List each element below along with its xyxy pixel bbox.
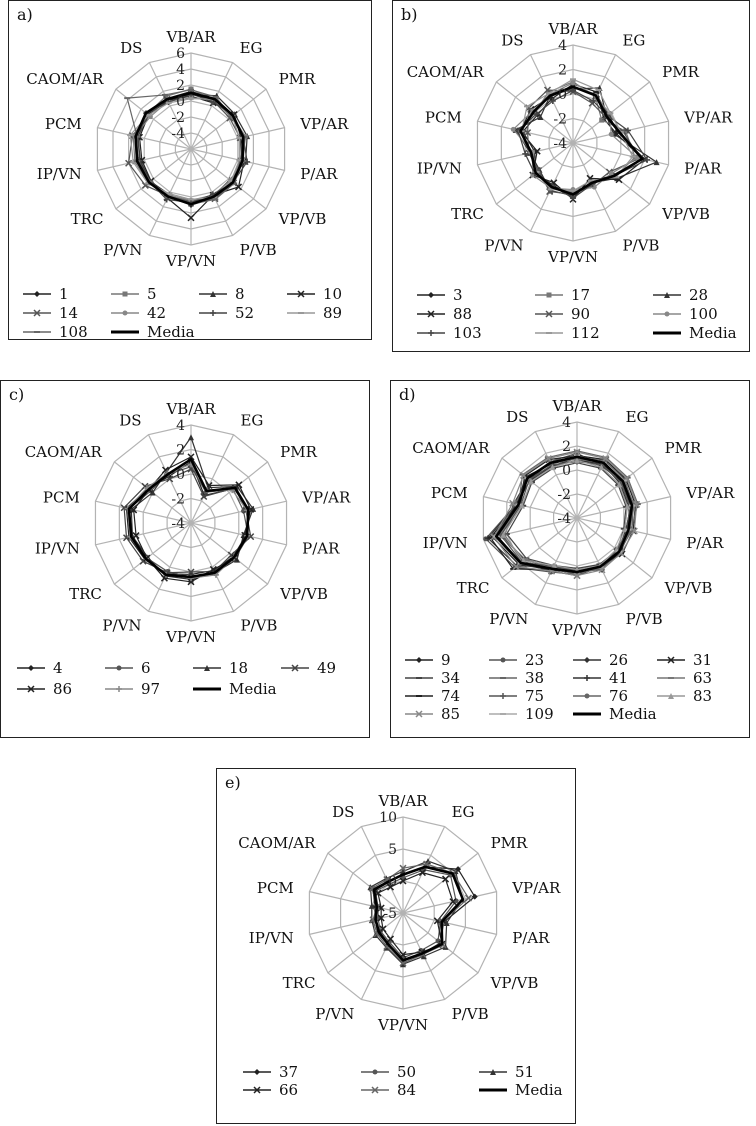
- legend-swatch: [415, 290, 447, 300]
- axis-label: TRC: [451, 205, 484, 224]
- axis-label: VP/VB: [662, 205, 710, 224]
- legend-label: 5: [147, 285, 157, 303]
- axis-label: IP/VN: [416, 159, 462, 178]
- axis-label: PCM: [44, 115, 82, 134]
- legend-label: 23: [525, 651, 545, 669]
- legend-item: [15, 659, 63, 677]
- legend-swatch: [103, 663, 135, 673]
- legend-swatch: [197, 289, 229, 299]
- legend-swatch: [279, 663, 311, 673]
- tick-label: -5: [383, 906, 397, 922]
- legend-swatch: [403, 709, 435, 719]
- legend-item: [403, 705, 460, 723]
- legend-marker: [117, 666, 122, 671]
- tick-label: 6: [176, 46, 185, 62]
- grid-spoke: [191, 149, 233, 235]
- legend-item: [571, 669, 628, 687]
- legend-label: 37: [279, 1063, 299, 1081]
- panel-b: [392, 0, 750, 352]
- tick-label: -2: [557, 487, 571, 503]
- axis-label: TRC: [70, 209, 104, 228]
- legend-swatch: [21, 289, 53, 299]
- legend-swatch: [571, 709, 603, 719]
- legend-item: [655, 651, 712, 669]
- grid-spoke: [191, 523, 234, 611]
- legend-item: [571, 705, 657, 723]
- axis-label: VP/AR: [684, 108, 733, 127]
- axis-label: CAOM/AR: [26, 70, 104, 89]
- tick-label: 4: [176, 62, 185, 78]
- legend-swatch: [487, 691, 519, 701]
- legend-marker: [123, 311, 128, 316]
- axis-label: IP/VN: [248, 928, 294, 947]
- legend-marker: [665, 312, 670, 317]
- legend-label: 4: [53, 659, 63, 677]
- axis-label: P/AR: [302, 539, 340, 558]
- axis-label: VP/VN: [548, 248, 598, 266]
- legend-swatch: [285, 289, 317, 299]
- tick-label: -2: [553, 111, 567, 128]
- legend-label: 84: [397, 1081, 417, 1099]
- axis-label: EG: [239, 39, 263, 58]
- axis-label: IP/VN: [34, 539, 80, 558]
- axis-label: EG: [622, 31, 646, 50]
- axis-label: P/AR: [686, 533, 724, 552]
- tick-label: -2: [171, 110, 185, 126]
- legend-marker: [585, 694, 590, 699]
- legend-item: [651, 286, 708, 304]
- legend-item: [103, 659, 151, 677]
- legend-marker: [584, 657, 590, 663]
- legend-item: [241, 1063, 298, 1081]
- legend-label: Media: [229, 680, 277, 698]
- axis-label: DS: [506, 408, 529, 427]
- panel-label: b): [401, 5, 418, 24]
- legend-swatch: [109, 289, 141, 299]
- legend-label: 103: [453, 324, 482, 342]
- legend-swatch: [655, 673, 687, 683]
- legend-item: [285, 285, 342, 303]
- axis-label: P/VB: [240, 616, 278, 635]
- legend-swatch: [415, 328, 447, 338]
- tick-label: -4: [171, 516, 185, 532]
- axis-label: VB/AR: [552, 397, 602, 415]
- legend-item: [21, 323, 88, 341]
- legend-item: [109, 285, 157, 303]
- legend-item: [109, 323, 195, 341]
- tick-label: 5: [388, 842, 397, 858]
- axis-label: P/VB: [622, 236, 660, 255]
- legend-label: 31: [693, 651, 713, 669]
- legend-label: 100: [689, 305, 718, 323]
- axis-label: EG: [451, 803, 475, 822]
- tick-label: 2: [558, 62, 567, 79]
- legend-item: [571, 651, 628, 669]
- legend-label: Media: [609, 705, 657, 723]
- legend-item: [197, 304, 254, 322]
- legend-label: 34: [441, 669, 461, 687]
- legend-swatch: [403, 673, 435, 683]
- legend-item: [415, 286, 463, 304]
- legend-label: 41: [609, 669, 629, 687]
- legend-marker: [547, 293, 552, 298]
- legend-label: 1: [59, 285, 69, 303]
- tick-label: 0: [176, 467, 185, 483]
- legend-item: [359, 1063, 416, 1081]
- legend-item: [21, 285, 69, 303]
- axis-label: VB/AR: [166, 28, 216, 46]
- legend-label: 42: [147, 304, 167, 322]
- tick-label: 4: [558, 38, 567, 54]
- tick-label: 2: [176, 442, 185, 459]
- legend-item: [487, 687, 544, 705]
- grid-spoke: [149, 149, 191, 235]
- axis-label: VP/AR: [300, 115, 349, 134]
- legend-label: 18: [229, 659, 249, 677]
- axis-label: VP/AR: [686, 484, 735, 503]
- tick-label: -2: [171, 491, 185, 508]
- legend-swatch: [191, 684, 223, 694]
- legend-swatch: [651, 290, 683, 300]
- legend-swatch: [477, 1085, 509, 1095]
- legend-swatch: [191, 663, 223, 673]
- legend-label: 76: [609, 687, 629, 705]
- legend-swatch: [197, 308, 229, 318]
- legend-label: 10: [323, 285, 343, 303]
- tick-label: 4: [176, 418, 185, 434]
- legend-label: 14: [59, 304, 79, 322]
- legend-swatch: [487, 673, 519, 683]
- axis-label: PMR: [278, 70, 316, 89]
- tick-label: 2: [562, 439, 571, 455]
- legend-item: [415, 305, 472, 323]
- legend-marker: [584, 675, 590, 681]
- legend-label: 112: [571, 324, 600, 342]
- legend-marker: [500, 693, 506, 699]
- legend-item: [487, 705, 554, 723]
- legend-swatch: [571, 673, 603, 683]
- tick-label: 0: [388, 874, 397, 890]
- axis-label: DS: [120, 39, 143, 58]
- legend-item: [197, 285, 245, 303]
- legend-item: [191, 659, 248, 677]
- legend-swatch: [651, 328, 683, 338]
- legend-marker: [123, 292, 128, 297]
- legend-swatch: [241, 1067, 273, 1077]
- legend-item: [279, 659, 336, 677]
- axis-label: PMR: [664, 439, 702, 458]
- tick-label: -4: [171, 126, 185, 142]
- panel-label: c): [9, 385, 25, 404]
- axis-label: TRC: [282, 973, 316, 992]
- legend-marker: [28, 665, 34, 671]
- tick-label: -4: [557, 511, 571, 527]
- axis-label: VB/AR: [166, 400, 216, 418]
- legend-label: 83: [693, 687, 713, 705]
- legend-label: 3: [453, 286, 463, 304]
- legend-item: [403, 669, 460, 687]
- data-point-18: [188, 434, 194, 440]
- legend-item: [533, 305, 590, 323]
- axis-label: P/VB: [625, 609, 663, 628]
- grid-spoke: [535, 518, 577, 604]
- legend-swatch: [15, 663, 47, 673]
- axis-label: P/VB: [451, 1004, 489, 1023]
- axis-label: P/VN: [484, 236, 524, 255]
- legend-item: [403, 687, 460, 705]
- axis-label: VP/VB: [278, 209, 327, 228]
- tick-label: 10: [379, 810, 397, 826]
- axis-label: P/VN: [102, 616, 142, 635]
- panel-label: d): [399, 385, 416, 404]
- legend-swatch: [109, 308, 141, 318]
- legend-marker: [501, 658, 506, 663]
- legend-swatch: [109, 327, 141, 337]
- legend-label: 89: [323, 304, 343, 322]
- axis-label: P/VN: [103, 240, 143, 259]
- axis-label: P/AR: [512, 928, 550, 947]
- tick-label: 4: [562, 415, 571, 431]
- axis-label: PMR: [280, 442, 317, 461]
- legend-label: 50: [397, 1063, 417, 1081]
- axis-label: VP/VN: [166, 252, 216, 270]
- legend-marker: [116, 686, 122, 692]
- legend-label: 49: [317, 659, 337, 677]
- axis-label: PCM: [42, 488, 80, 507]
- legend-swatch: [21, 327, 53, 337]
- axis-label: CAOM/AR: [406, 62, 484, 81]
- legend-swatch: [285, 308, 317, 318]
- legend-marker: [254, 1069, 260, 1075]
- tick-label: 2: [176, 78, 185, 94]
- panel-label: a): [17, 5, 33, 24]
- legend-item: [241, 1081, 298, 1099]
- legend-label: Media: [147, 323, 195, 341]
- legend-label: Media: [689, 324, 737, 342]
- axis-label: P/VN: [489, 609, 529, 628]
- legend-swatch: [533, 290, 565, 300]
- legend-swatch: [21, 308, 53, 318]
- legend-label: 17: [571, 286, 591, 304]
- legend-label: 86: [53, 680, 73, 698]
- axis-label: P/AR: [300, 164, 338, 183]
- legend-marker: [416, 657, 422, 663]
- legend-item: [109, 304, 166, 322]
- legend-item: [15, 680, 72, 698]
- legend-swatch: [571, 655, 603, 665]
- legend-swatch: [571, 691, 603, 701]
- legend-label: 38: [525, 669, 545, 687]
- axis-label: VP/VN: [166, 628, 216, 646]
- axis-label: P/AR: [684, 159, 722, 178]
- axis-label: IP/VN: [36, 164, 82, 183]
- tick-label: -4: [553, 136, 567, 152]
- legend-item: [359, 1081, 416, 1099]
- tick-label: 0: [562, 463, 571, 479]
- axis-label: VP/VB: [280, 585, 328, 604]
- legend-label: 6: [141, 659, 151, 677]
- axis-label: CAOM/AR: [24, 442, 102, 461]
- legend-swatch: [533, 309, 565, 319]
- data-point-100: [609, 132, 614, 137]
- legend-label: 8: [235, 285, 245, 303]
- axis-label: PCM: [430, 484, 468, 503]
- legend-item: [103, 680, 160, 698]
- legend-swatch: [477, 1067, 509, 1077]
- legend-item: [655, 687, 712, 705]
- legend-item: [533, 286, 590, 304]
- legend-item: [651, 305, 718, 323]
- legend-item: [487, 669, 544, 687]
- legend-swatch: [103, 684, 135, 694]
- legend-item: [477, 1081, 563, 1099]
- axis-label: VB/AR: [378, 792, 428, 810]
- axis-label: PCM: [256, 879, 294, 898]
- legend-label: Media: [515, 1081, 563, 1099]
- panel-label: e): [225, 773, 241, 792]
- axis-label: VP/VB: [664, 578, 713, 597]
- legend-label: 63: [693, 669, 713, 687]
- grid-spoke: [361, 827, 403, 913]
- data-point-100: [511, 127, 516, 132]
- legend-swatch: [241, 1085, 273, 1095]
- legend-item: [415, 324, 482, 342]
- legend-swatch: [359, 1085, 391, 1095]
- panel-c: [0, 380, 370, 738]
- legend-label: 52: [235, 304, 255, 322]
- axis-label: DS: [332, 803, 355, 822]
- tick-label: 0: [176, 94, 185, 110]
- legend-label: 26: [609, 651, 629, 669]
- legend-swatch: [403, 655, 435, 665]
- axis-label: VP/VB: [490, 973, 539, 992]
- axis-label: EG: [240, 411, 264, 430]
- legend-marker: [428, 292, 434, 298]
- legend-item: [21, 304, 78, 322]
- legend-swatch: [655, 655, 687, 665]
- legend-item: [477, 1063, 534, 1081]
- data-point-100: [571, 80, 576, 85]
- legend-label: 28: [689, 286, 709, 304]
- tick-label: 0: [558, 87, 567, 103]
- legend-label: 51: [515, 1063, 535, 1081]
- legend-swatch: [15, 684, 47, 694]
- axis-label: VP/VN: [378, 1016, 428, 1034]
- axis-label: VP/AR: [302, 488, 351, 507]
- legend-swatch: [533, 328, 565, 338]
- legend-item: [655, 669, 712, 687]
- axis-label: IP/VN: [422, 533, 468, 552]
- axis-label: CAOM/AR: [238, 834, 316, 853]
- legend-label: 75: [525, 687, 545, 705]
- legend-item: [285, 304, 342, 322]
- legend-item: [571, 687, 628, 705]
- axis-label: P/VB: [239, 240, 277, 259]
- legend-label: 97: [141, 680, 161, 698]
- axis-label: PMR: [490, 834, 528, 853]
- legend-item: [191, 680, 277, 698]
- legend-swatch: [359, 1067, 391, 1077]
- legend-label: 108: [59, 323, 88, 341]
- legend-label: 109: [525, 705, 554, 723]
- legend-label: 88: [453, 305, 473, 323]
- axis-label: EG: [625, 408, 649, 427]
- legend-marker: [34, 291, 40, 297]
- axis-label: VP/VN: [552, 621, 602, 639]
- legend-label: 66: [279, 1081, 299, 1099]
- axis-label: CAOM/AR: [412, 439, 490, 458]
- axis-label: VP/AR: [512, 879, 561, 898]
- panel-e: [216, 768, 576, 1124]
- panel-d: [390, 380, 750, 738]
- legend-swatch: [403, 691, 435, 701]
- axis-label: PMR: [662, 62, 699, 81]
- axis-label: DS: [501, 31, 524, 50]
- legend-marker: [373, 1070, 378, 1075]
- panel-a: [8, 0, 372, 340]
- legend-label: 9: [441, 651, 451, 669]
- axis-label: TRC: [456, 578, 490, 597]
- legend-marker: [428, 330, 434, 336]
- legend-swatch: [655, 691, 687, 701]
- legend-label: 74: [441, 687, 461, 705]
- axis-label: PCM: [424, 108, 462, 127]
- axis-label: TRC: [69, 585, 102, 604]
- legend-item: [487, 651, 544, 669]
- legend-label: 90: [571, 305, 591, 323]
- legend-swatch: [651, 309, 683, 319]
- legend-label: 85: [441, 705, 461, 723]
- axis-label: P/VN: [315, 1004, 355, 1023]
- legend-marker: [210, 310, 216, 316]
- legend-swatch: [415, 309, 447, 319]
- axis-label: DS: [119, 411, 142, 430]
- legend-item: [403, 651, 451, 669]
- legend-item: [533, 324, 600, 342]
- axis-label: VB/AR: [548, 20, 598, 38]
- legend-item: [651, 324, 737, 342]
- legend-swatch: [487, 655, 519, 665]
- legend-swatch: [487, 709, 519, 719]
